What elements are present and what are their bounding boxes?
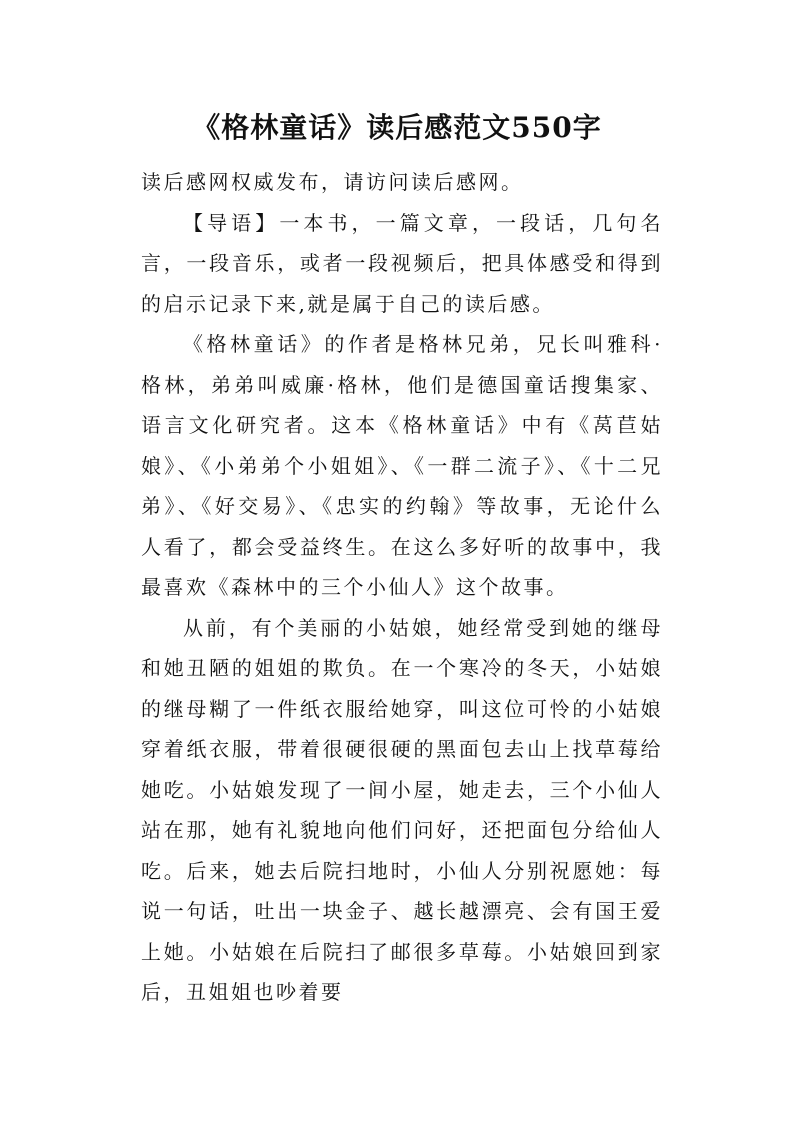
author-paragraph: 《格林童话》的作者是格林兄弟，兄长叫雅科·格林，弟弟叫威廉·格林，他们是德国童话搜集家、语言文化研究者。这本《格林童话》中有《莴苣姑娘》、《小弟弟个小姐姐》、《一群二流子》、《十二兄弟》、《好交易》、《忠实的约翰》等故事，无论什么人看了，都会受益终生。在这么多好听的故事中，我最喜欢《森林中的三个小仙人》这个故事。 — [141, 332, 663, 599]
document-body — [141, 162, 663, 1013]
intro-paragraph: 【导语】一本书，一篇文章，一段话，几句名言，一段音乐，或者一段视频后，把具体感受和得到的启示记录下来,就是属于自己的读后感。 — [141, 210, 663, 316]
source-note-paragraph: 读后感网权威发布，请访问读后感网。 — [141, 170, 524, 194]
story-paragraph: 从前，有个美丽的小姑娘，她经常受到她的继母和她丑陋的姐姐的欺负。在一个寒冷的冬天，小姑娘的继母糊了一件纸衣服给她穿，叫这位可怜的小姑娘穿着纸衣服，带着很硬很硬的黑面包去山上找草莓给她吃。小姑娘发现了一间小屋，她走去，三个小仙人站在那，她有礼貌地向他们问好，还把面包分给仙人吃。后来，她去后院扫地时，小仙人分别祝愿她：每说一句话，吐出一块金子、越长越漂亮、会有国王爱上她。小姑娘在后院扫了邮很多草莓。小姑娘回到家后，丑姐姐也吵着要 — [141, 615, 663, 1004]
document-title: 《格林童话》读后感范文550字 — [192, 111, 602, 144]
